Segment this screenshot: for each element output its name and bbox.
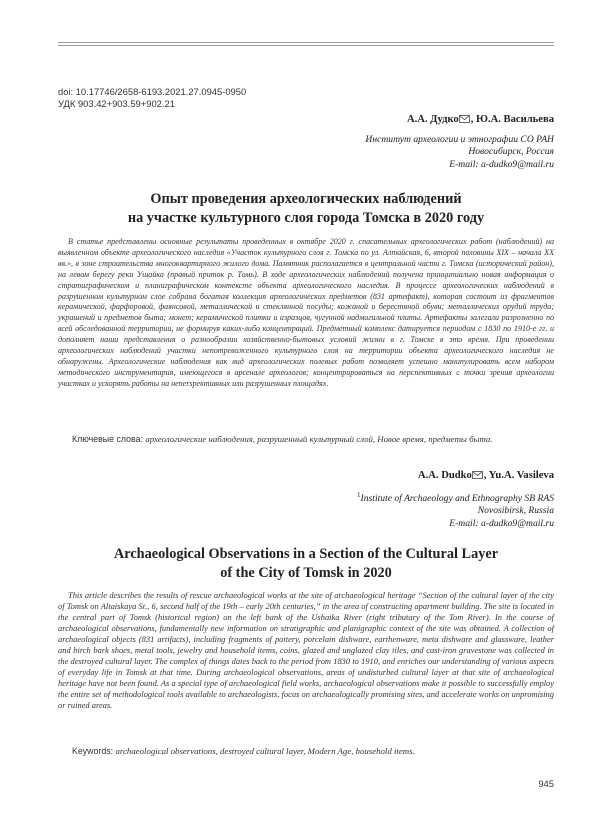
header-rule-bottom [58,45,554,46]
abstract-en [58,590,554,712]
author-dudko-en: A.A. Dudko [417,470,472,481]
affiliation-ru [365,134,554,171]
affiliation-city-ru: Новосибирск, Россия [468,146,554,158]
title-ru-line-2: на участке культурного слоя города Томска в 2020 году [127,210,485,226]
header-rule-top [58,42,554,43]
affiliation-email-ru[interactable]: E-mail: a-dudko9@mail.ru [449,158,554,170]
keywords-ru-label: Ключевые слова: [72,434,143,444]
affiliation-city-en: Novosibirsk, Russia [477,505,554,517]
doi-line[interactable]: doi: 10.17746/2658-6193.2021.27.0945-0950 [58,86,247,97]
envelope-icon[interactable] [472,471,483,482]
authors-en [418,470,554,482]
envelope-icon[interactable] [459,115,470,126]
keywords-en [58,746,554,757]
keywords-en-values: archaeological observations, destroyed cultural layer, Modern Age, household items. [115,746,415,756]
affiliation-institute-ru: Институт археологии и этнографии СО РАН [365,134,554,145]
affiliation-en [357,489,554,530]
author-dudko-ru: А.А. Дудко [406,114,459,125]
author-vasileva-ru: , Ю.А. Васильева [470,114,554,125]
doi-block [58,86,246,109]
title-en-line-2: of the City of Tomsk in 2020 [220,565,392,581]
abstract-en-text: This article describes the results of rescue archaeological works at the site of archaeological heritage “Section of the cultural layer of the city of Tomsk on Altaiskaya St., 6, second half of the 19th – early 20th centuries,” in the area of constructing apartment building. The site is located in the central part of Tomsk (historical region) on the left bank of the Ushaika River (right tributary of the Tom River). In the course of archaeological observations, fundamentally new information on stratigraphic and planigraphic context of the site was obtained. A collection of archaeological objects (831 artifacts), including fragments of pottery, porcelain dishware, earthenware, meta dishware and glassware, leather and birch bark shoes, metal tools, jewelry and household items, coins, glazed and unglazed clay tiles, and cast-iron gravestone was collected in the destroyed cultural layer. The complex of things dates back to the period from 1830 to 1910, and enriches our understanding of various aspects of everyday life in Tomsk at that time. During archaeological observations, areas of undisturbed cultural layer at that site of archaeological heritage have not been found. As a special type of archaeological field works, archaeological observations make it possible to successfully employ the entire set of methodological tools available to archaeologists, focus on archaeologically promising sites, and accelerate works on unpromising or ruined areas. [58,590,554,711]
abstract-ru [58,237,554,390]
udk-line: УДК 903.42+903.59+902.21 [58,97,175,109]
authors-ru [407,114,554,126]
author-vasileva-en: , Yu.A. Vasileva [483,470,554,481]
title-en-line-1: Archaeological Observations in a Section of the Cultural Layer [113,546,499,562]
keywords-en-label: Keywords: [72,746,114,756]
title-ru-line-1: Опыт проведения археологических наблюдений [150,191,462,207]
page-number: 945 [538,778,554,789]
title-ru [58,190,554,228]
abstract-ru-text: В статье представлены основные результаты проведенных в октябре 2020 г. спасательных археологических работ (наблюдений) на выявленном объекте археологического наследия «Участок культурного слоя г. Томска по ул. Алтайская, 6, второй половины XIX – начала XX вв.», в зоне строительства многоквартирного жилого дома. Памятник располагается в центральной части г. Томска (исторический район), на левом берегу реки Ушайка (правый приток р. Томь). В ходе археологических наблюдений получена принципиально новая информация о стратиграфическом и планиграфическом контексте объекта археологического наследия. В процессе археологических наблюдений в разрушенном культурном слое собрана богатая коллекция археологических предметов (831 артефакт), которая состоит из фрагментов керамической, фарфоровой, фаянсовой, металлической и стеклянной посуды; кожаной и берестяной обуви; металлических орудий труда; украшений и предметов быта; монет; керамической плитки и изразцов, чугунной надмогильной плиты. Артефакты залегали разрозненно по всей обследованной территории, не формируя каких-либо концентраций. Предметный комплекс датируется периодом с 1830 по 1910-е гг. и дополняет наши представления о разнообразии хозяйственно-бытовых условий жизни в г. Томске в это время. При проведении археологических наблюдений участки непотревоженного культурного слоя на территории объекта археологического наследия не обнаружены. Археологические наблюдения как вид археологических полевых работ позволяет успешно манипулировать всем набором методического инструментария, имеющегося в арсенале археологов; концентрироваться на перспективных с точки зрения археологии участках и ускорять работы на непerspективных или разрушенных площадях. [58,237,554,388]
affiliation-superscript: 1 [357,491,361,499]
affiliation-institute-en: $^1$Institute of Archaeology and Ethnography SB RAS [357,491,554,505]
affiliation-email-en[interactable]: E-mail: a-dudko9@mail.ru [449,517,554,529]
keywords-ru-values: археологические наблюдения, разрушенный культурный слой, Новое время, предметы быта. [145,434,493,444]
keywords-ru [58,434,554,445]
title-en [58,545,554,583]
